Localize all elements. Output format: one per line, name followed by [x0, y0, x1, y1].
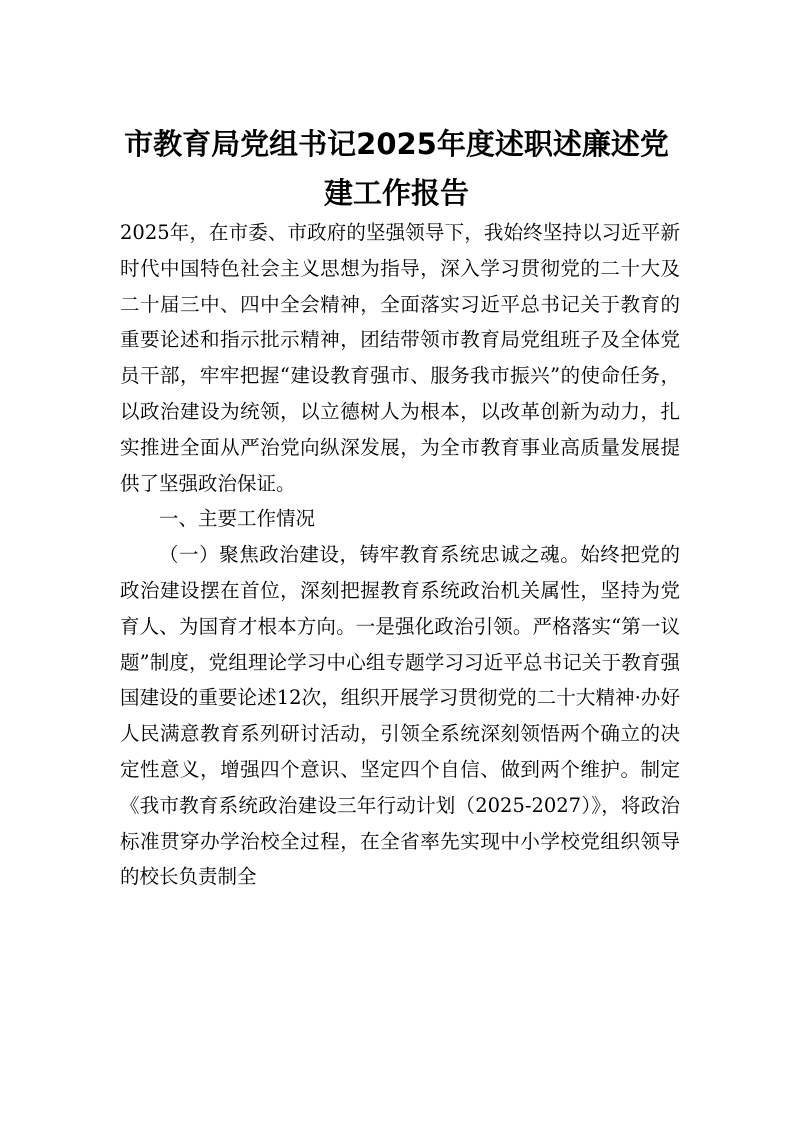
- document-title-line-2: 建工作报告: [323, 176, 469, 210]
- body-paragraph-intro: 2025年，在市委、市政府的坚强领导下，我始终坚持以习近平新时代中国特色社会主义思想为指导，深入学习贯彻党的二十大及二十届三中、四中全会精神，全面落实习近平总书记关于教育的重要论述和指示批示精神，团结带领市教育局党组班子及全体党员干部，牢牢把握“建设教育强市、服务我市振兴”的使命任务，以政治建设为统领，以立德树人为根本，以改革创新为动力，扎实推进全面从严治党向纵深发展，为全市教育事业高质量发展提供了坚强政治保证。: [120, 221, 680, 495]
- section-heading-main-work: 一、主要工作情况: [159, 507, 316, 531]
- document-body: [120, 215, 680, 895]
- body-paragraph-political-building: （一）聚焦政治建设，铸牢教育系统忠诚之魂。始终把党的政治建设摆在首位，深刻把握教育系统政治机关属性，坚持为党育人、为国育才根本方向。一是强化政治引领。严格落实“第一议题”制度，党组理论学习中心组专题学习习近平总书记关于教育强国建设的重要论述12次，组织开展学习贯彻党的二十大精神·办好人民满意教育系列研讨活动，引领全系统深刻领悟两个确立的决定性意义，增强四个意识、坚定四个自信、做到两个维护。制定《我市教育系统政治建设三年行动计划（2025-2027）》，将政治标准贯穿办学治校全过程，在全省率先实现中小学校党组织领导的校长负责制全: [120, 543, 680, 889]
- document-title-line-1: 市教育局党组书记2025年度述职述廉述党: [124, 127, 669, 161]
